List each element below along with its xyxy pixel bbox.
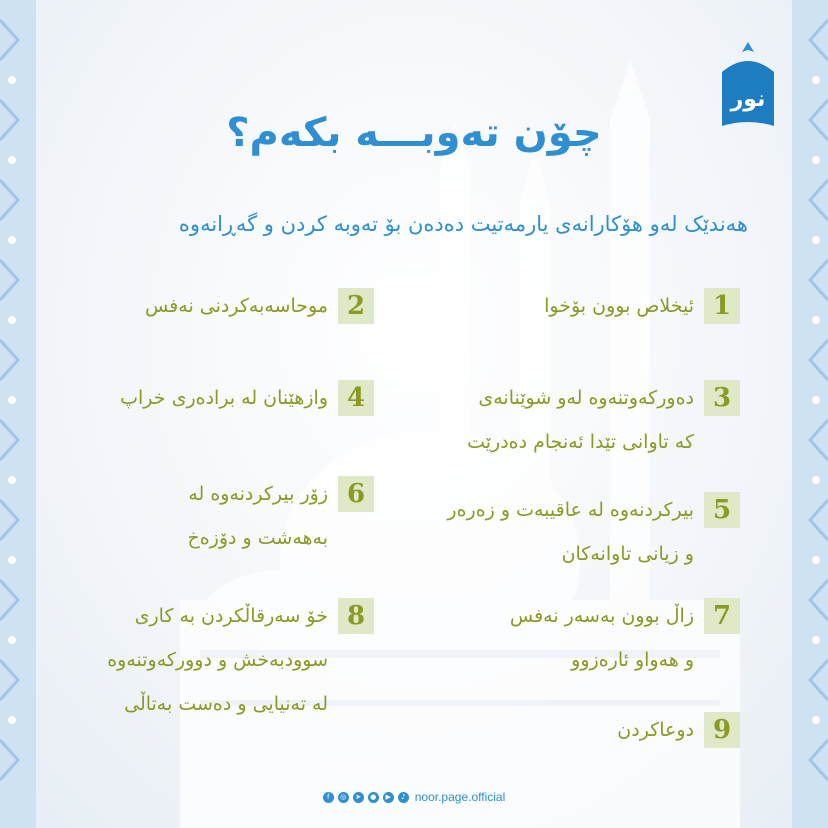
social-handle[interactable]: noor.page.official bbox=[414, 790, 506, 804]
logo-text: نور bbox=[730, 87, 766, 112]
facebook-icon[interactable]: f bbox=[323, 792, 334, 803]
item-number: 2 bbox=[338, 288, 374, 324]
item-text: زاڵ بوون بەسەر نەفس و هەواو ئارەزوو bbox=[509, 605, 694, 671]
list-item-3 bbox=[467, 380, 740, 464]
item-number: 7 bbox=[704, 598, 740, 634]
item-text: موحاسەبەکردنی نەفس bbox=[144, 295, 328, 317]
item-text: دوعاکردن bbox=[617, 719, 694, 741]
item-number: 8 bbox=[338, 598, 374, 634]
item-number: 9 bbox=[704, 712, 740, 748]
item-text: دەورکەوتنەوە لەو شوێنانەی کە تاوانی تێدا ئەنجام دەدرێت bbox=[467, 387, 694, 453]
item-number: 6 bbox=[338, 476, 374, 512]
item-number: 5 bbox=[704, 492, 740, 528]
telegram-icon[interactable]: ➤ bbox=[353, 792, 364, 803]
social-footer bbox=[0, 790, 828, 804]
item-text: خۆ سەرقاڵکردن بە کاری سوودبەخش و دوورکەوتنەوە لە تەنیایی و دەست بەتاڵی bbox=[107, 605, 328, 715]
list-item-7 bbox=[510, 598, 740, 682]
item-number: 1 bbox=[704, 288, 740, 324]
page-title: چۆن تەوبـــە بکەم؟ bbox=[226, 110, 602, 156]
instagram-icon[interactable]: ◎ bbox=[338, 792, 349, 803]
list-item-1 bbox=[544, 288, 740, 328]
list-item-8 bbox=[107, 598, 374, 726]
snapchat-icon[interactable]: ● bbox=[368, 792, 379, 803]
list-item-6 bbox=[187, 476, 374, 560]
list-item-2 bbox=[145, 288, 374, 328]
tiktok-icon[interactable]: ♪ bbox=[398, 792, 409, 803]
youtube-icon[interactable]: ▶ bbox=[383, 792, 394, 803]
list-item-9 bbox=[617, 712, 740, 752]
item-number: 3 bbox=[704, 380, 740, 416]
item-text: زۆر بیرکردنەوە لە بەهەشت و دۆزەخ bbox=[187, 483, 328, 549]
item-number: 4 bbox=[338, 380, 374, 416]
item-text: ئیخلاص بوون بۆخوا bbox=[544, 295, 694, 317]
item-text: بیرکردنەوە لە عاقیبەت و زەرەر و زیانی تاوانەکان bbox=[447, 499, 694, 565]
list-item-4 bbox=[120, 380, 374, 420]
list-item-5 bbox=[447, 492, 740, 576]
item-text: وازهێنان لە برادەری خراپ bbox=[120, 387, 328, 409]
subtitle: هەندێک لەو هۆکارانەی یارمەتیت دەدەن بۆ تەوبە کردن و گەڕانەوە bbox=[178, 212, 748, 236]
